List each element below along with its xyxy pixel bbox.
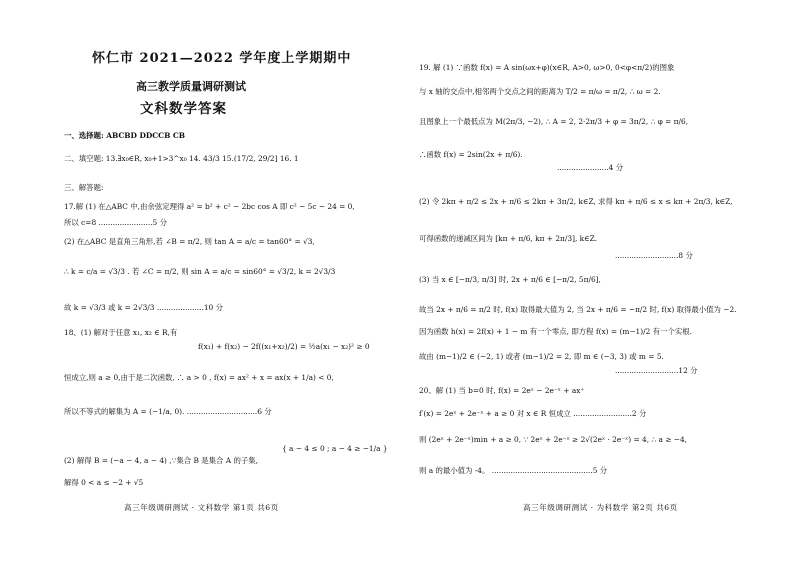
choice-answers: 一、选择题: ABCBD DDCCB CB [64, 131, 186, 140]
exam-subtitle: 高三教学质量调研测试 [136, 80, 246, 93]
answer-line: ......................4 分 [557, 163, 624, 172]
answer-line: 与 x 轴的交点中,相邻两个交点之间的距离为 T/2 = π/ω = π/2, ∴ ω = 2. [419, 87, 661, 96]
answer-line: 解得 0 < a ≤ −2 + √5 [64, 478, 144, 487]
answer-line: 故 k = √3/3 或 k = 2√3/3 ....................10 分 [64, 303, 223, 312]
answer-heading: 文科数学答案 [140, 101, 227, 117]
answer-line: 且图象上一个最低点为 M(2π/3, −2), ∴ A = 2, 2·2π/3 + φ = 3π/2, ∴ φ = π/6, [419, 117, 689, 126]
answer-line: ∴ k = c/a = √3/3 . 若 ∠C = π/2, 则 sin A = a/c = sin60° = √3/2, k = 2√3/3 [64, 267, 336, 276]
fill-answers: 二、填空题: 13.∃x₀∈R, x₀+1>3^x₀ 14. 43/3 15.(17/2, 29/2] 16. 1 [64, 154, 299, 163]
answer-line: 所以不等式的解集为 A = (−1/a, 0). ..............................6 分 [64, 407, 272, 416]
answer-line: (2) 令 2kπ + π/2 ≤ 2x + π/6 ≤ 2kπ + 3π/2, k∈Z, 求得 kπ + π/6 ≤ x ≤ kπ + 2π/3, k∈Z, [419, 197, 733, 206]
answer-line: (2) 在△ABC 是直角三角形,若 ∠B = π/2, 则 tan A = a/c = tan60° = √3, [64, 237, 315, 246]
answer-line: ...........................8 分 [615, 251, 693, 260]
answer-line: 恒成立,则 a ≥ 0,由于是二次函数, ∴ a > 0 , f(x) = ax² + x = ax(x + 1/a) < 0, [64, 373, 334, 382]
answer-line: (3) 当 x ∈ [−π/3, π/3] 时, 2x + π/6 ∈ [−π/2, 5π/6], [419, 275, 601, 284]
exam-title: 怀仁市 2021—2022 学年度上学期期中 [92, 51, 352, 66]
answer-line: 因为函数 h(x) = 2f(x) + 1 − m 有一个零点, 即方程 f(x) = (m−1)/2 有一个实根. [419, 327, 692, 336]
answer-line: (2) 解得 B = (−a − 4, a − 4) ,∵集合 B 是集合 A 的子集, [64, 456, 258, 465]
answer-line: 可得函数的递减区间为 [kπ + π/6, kπ + 2π/3], k∈Z. [419, 234, 597, 243]
answer-line: 17.解 (1) 在△ABC 中,由余弦定理得 a² = b² + c² − 2bc cos A 即 c² − 5c − 24 = 0, [64, 202, 355, 211]
right-page [397, 0, 794, 561]
answer-line: 故由 (m−1)/2 ∈ (−2, 1) 或者 (m−1)/2 = 2, 即 m ∈ (−3, 3) 或 m = 5. [419, 352, 664, 361]
answer-line: ...........................12 分 [615, 366, 698, 375]
answer-line: 18、(1) 解对于任意 x₁, x₂ ∈ R,有 [64, 328, 178, 337]
answer-line: 故当 2x + π/6 = π/2 时, f(x) 取得最大值为 2, 当 2x + π/6 = −π/2 时, f(x) 取得最小值为 −2. [419, 305, 737, 314]
answer-line: ∴函数 f(x) = 2sin(2x + π/6). [419, 150, 523, 159]
answer-line: 则 a 的最小值为 -4。 ...........................................5 分 [419, 466, 608, 475]
answer-line: 则 (2eˣ + 2e⁻ˣ)min + a ≥ 0, ∵ 2eˣ + 2e⁻ˣ ≥ 2√(2eˣ · 2e⁻ˣ) = 4, ∴ a ≥ −4, [419, 435, 688, 444]
section-heading: 三、解答题: [64, 183, 104, 192]
answer-line: f′(x) = 2eˣ + 2e⁻ˣ + a ≥ 0 对 x ∈ R 恒成立 .........................2 分 [419, 409, 647, 418]
page-footer: 高三年级调研测试 · 为科数学 第2页 共6页 [523, 503, 678, 512]
answer-line: 19. 解 (1) ∵函数 f(x) = A sin(ωx+φ)(x∈R, A>0, ω>0, 0<φ<π/2)的图象 [419, 63, 675, 72]
page-footer: 高三年级调研测试 · 文科数学 第1页 共6页 [124, 503, 279, 512]
answer-line: 20、解 (1) 当 b=0 时, f(x) = 2eˣ − 2e⁻ˣ + ax⁺ [419, 386, 585, 395]
answer-line: f(x₁) + f(x₂) − 2f((x₁+x₂)/2) = ½a(x₁ − x₂)² ≥ 0 [198, 342, 370, 351]
answer-line: 所以 c=8 .......................5 分 [64, 218, 167, 227]
answer-line: { a − 4 ≤ 0 ; a − 4 ≥ −1/a } [282, 444, 388, 453]
